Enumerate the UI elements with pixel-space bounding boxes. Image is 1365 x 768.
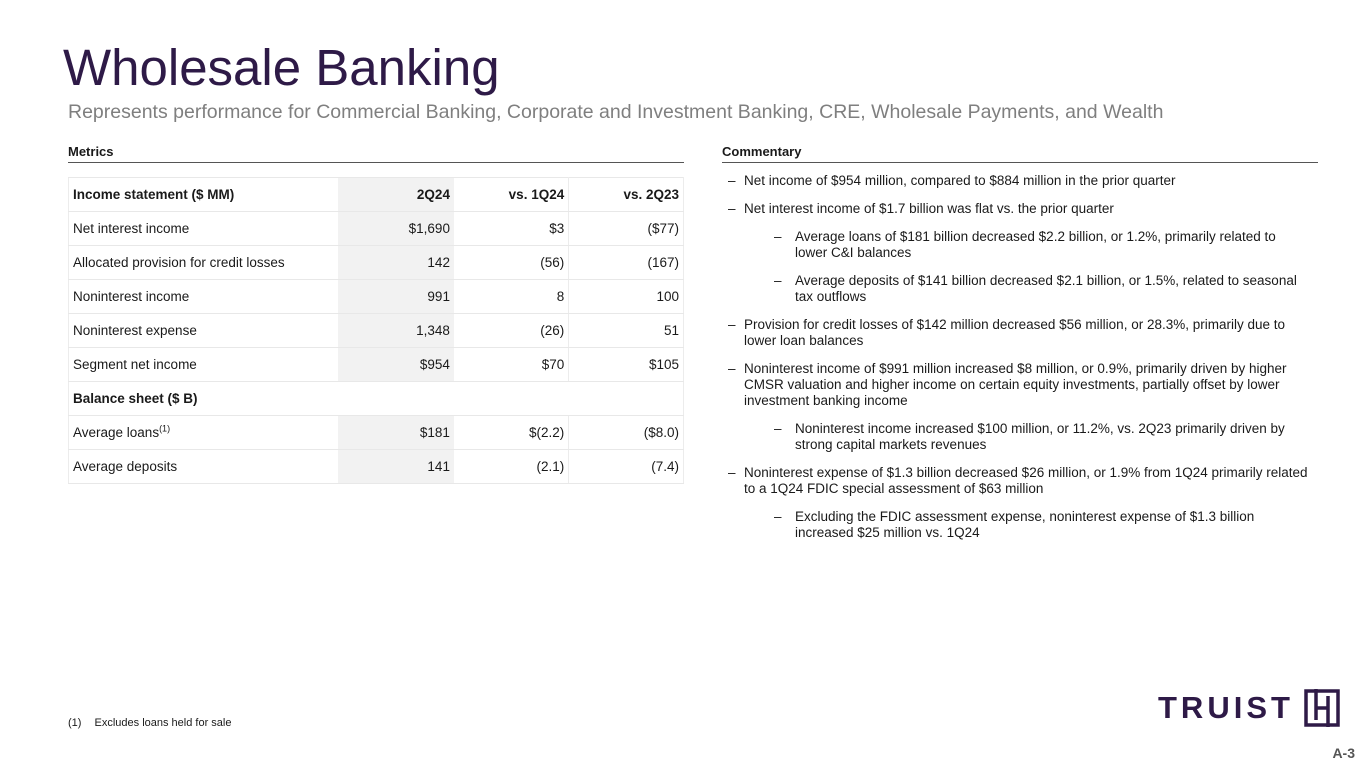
header-vs-1q24: vs. 1Q24 (454, 178, 569, 212)
bullet-dash: – (774, 229, 782, 244)
row-value-2q24: 141 (338, 450, 454, 484)
metrics-heading: Metrics (68, 144, 684, 163)
row-label: Noninterest income (69, 280, 339, 314)
row-value-vs-2q23: 100 (569, 280, 684, 314)
bullet-text: Excluding the FDIC assessment expense, noninterest expense of $1.3 billion increased $25 million vs. 1Q24 (795, 509, 1255, 540)
list-item (722, 173, 1322, 189)
bullet-text: Noninterest income of $991 million increased $8 million, or 0.9%, primarily driven by higher CMSR valuation and higher income on certain equity investments, partially offset by lower investment banking income (744, 361, 1287, 408)
footnote-text: Excludes loans held for sale (94, 717, 232, 729)
list-item (722, 229, 1322, 261)
row-value-vs-1q24: 8 (454, 280, 569, 314)
row-label: Allocated provision for credit losses (69, 246, 339, 280)
bullet-dash: – (774, 421, 782, 436)
page-title: Wholesale Banking (63, 39, 500, 96)
row-value-vs-1q24: $3 (454, 212, 569, 246)
row-value-vs-1q24: (56) (454, 246, 569, 280)
row-value-2q24: 991 (338, 280, 454, 314)
table-row (69, 450, 684, 484)
header-2q24: 2Q24 (338, 178, 454, 212)
row-value-2q24: 1,348 (338, 314, 454, 348)
list-item (722, 465, 1322, 497)
row-value-vs-2q23: ($77) (569, 212, 684, 246)
list-item (722, 201, 1322, 217)
row-value-vs-2q23: $105 (569, 348, 684, 382)
logo-wordmark: TRUIST (1158, 690, 1294, 725)
footnote (68, 717, 231, 729)
commentary-list (722, 173, 1322, 553)
list-item (722, 509, 1322, 541)
table-row (69, 212, 684, 246)
bullet-text: Noninterest expense of $1.3 billion decreased $26 million, or 1.9% from 1Q24 primarily related to a 1Q24 FDIC special assessment of $63 million (744, 465, 1308, 496)
row-value-vs-2q23: (167) (569, 246, 684, 280)
row-label: Net interest income (69, 212, 339, 246)
header-vs-2q23: vs. 2Q23 (569, 178, 684, 212)
page-subtitle: Represents performance for Commercial Banking, Corporate and Investment Banking, CRE, Wholesale Payments, and Wealth (68, 101, 1164, 123)
row-value-vs-2q23: (7.4) (569, 450, 684, 484)
row-value-vs-2q23: 51 (569, 314, 684, 348)
row-label: Noninterest expense (69, 314, 339, 348)
row-label: Segment net income (69, 348, 339, 382)
bullet-dash: – (728, 317, 736, 332)
row-value-vs-2q23: ($8.0) (569, 416, 684, 450)
commentary-heading: Commentary (722, 144, 1318, 163)
bullet-text: Average deposits of $141 billion decreased $2.1 billion, or 1.5%, related to seasonal tax outflows (795, 273, 1297, 304)
bullet-text: Average loans of $181 billion decreased $2.2 billion, or 1.2%, primarily related to lower C&I balances (795, 229, 1276, 260)
bullet-dash: – (728, 465, 736, 480)
list-item (722, 361, 1322, 409)
table-row (69, 246, 684, 280)
row-value-2q24: 142 (338, 246, 454, 280)
truist-logo (1158, 689, 1340, 727)
list-item (722, 317, 1322, 349)
bullet-text: Noninterest income increased $100 million, or 11.2%, vs. 2Q23 primarily driven by strong capital markets revenues (795, 421, 1285, 452)
bullet-text: Net interest income of $1.7 billion was flat vs. the prior quarter (744, 201, 1114, 216)
header-label: Income statement ($ MM) (69, 178, 339, 212)
bullet-text: Provision for credit losses of $142 million decreased $56 million, or 28.3%, primarily due to lower loan balances (744, 317, 1286, 348)
metrics-table (68, 177, 684, 484)
row-value-vs-1q24: (26) (454, 314, 569, 348)
bullet-dash: – (728, 201, 736, 216)
table-row (69, 416, 684, 450)
bullet-text: Net income of $954 million, compared to $884 million in the prior quarter (744, 173, 1176, 188)
bullet-dash: – (728, 173, 736, 188)
list-item (722, 273, 1322, 305)
table-row (69, 280, 684, 314)
bullet-dash: – (728, 361, 736, 376)
row-label-text: Average loans (73, 424, 160, 440)
table-row (69, 314, 684, 348)
footnote-number: (1) (68, 717, 82, 729)
row-label (69, 416, 339, 450)
row-label: Average deposits (69, 450, 339, 484)
footnote-ref: (1) (159, 423, 171, 433)
list-item (722, 421, 1322, 453)
bullet-dash: – (774, 509, 782, 524)
table-header-row (69, 178, 684, 212)
row-value-vs-1q24: (2.1) (454, 450, 569, 484)
table-row (69, 348, 684, 382)
row-value-2q24: $181 (338, 416, 454, 450)
row-value-vs-1q24: $70 (454, 348, 569, 382)
row-value-2q24: $1,690 (338, 212, 454, 246)
row-value-vs-1q24: $(2.2) (454, 416, 569, 450)
page-number: A-3 (1332, 745, 1355, 761)
balance-sheet-header: Balance sheet ($ B) (69, 382, 684, 416)
balance-sheet-header-row (69, 382, 684, 416)
truist-mark-icon (1304, 689, 1340, 727)
bullet-dash: – (774, 273, 782, 288)
row-value-2q24: $954 (338, 348, 454, 382)
